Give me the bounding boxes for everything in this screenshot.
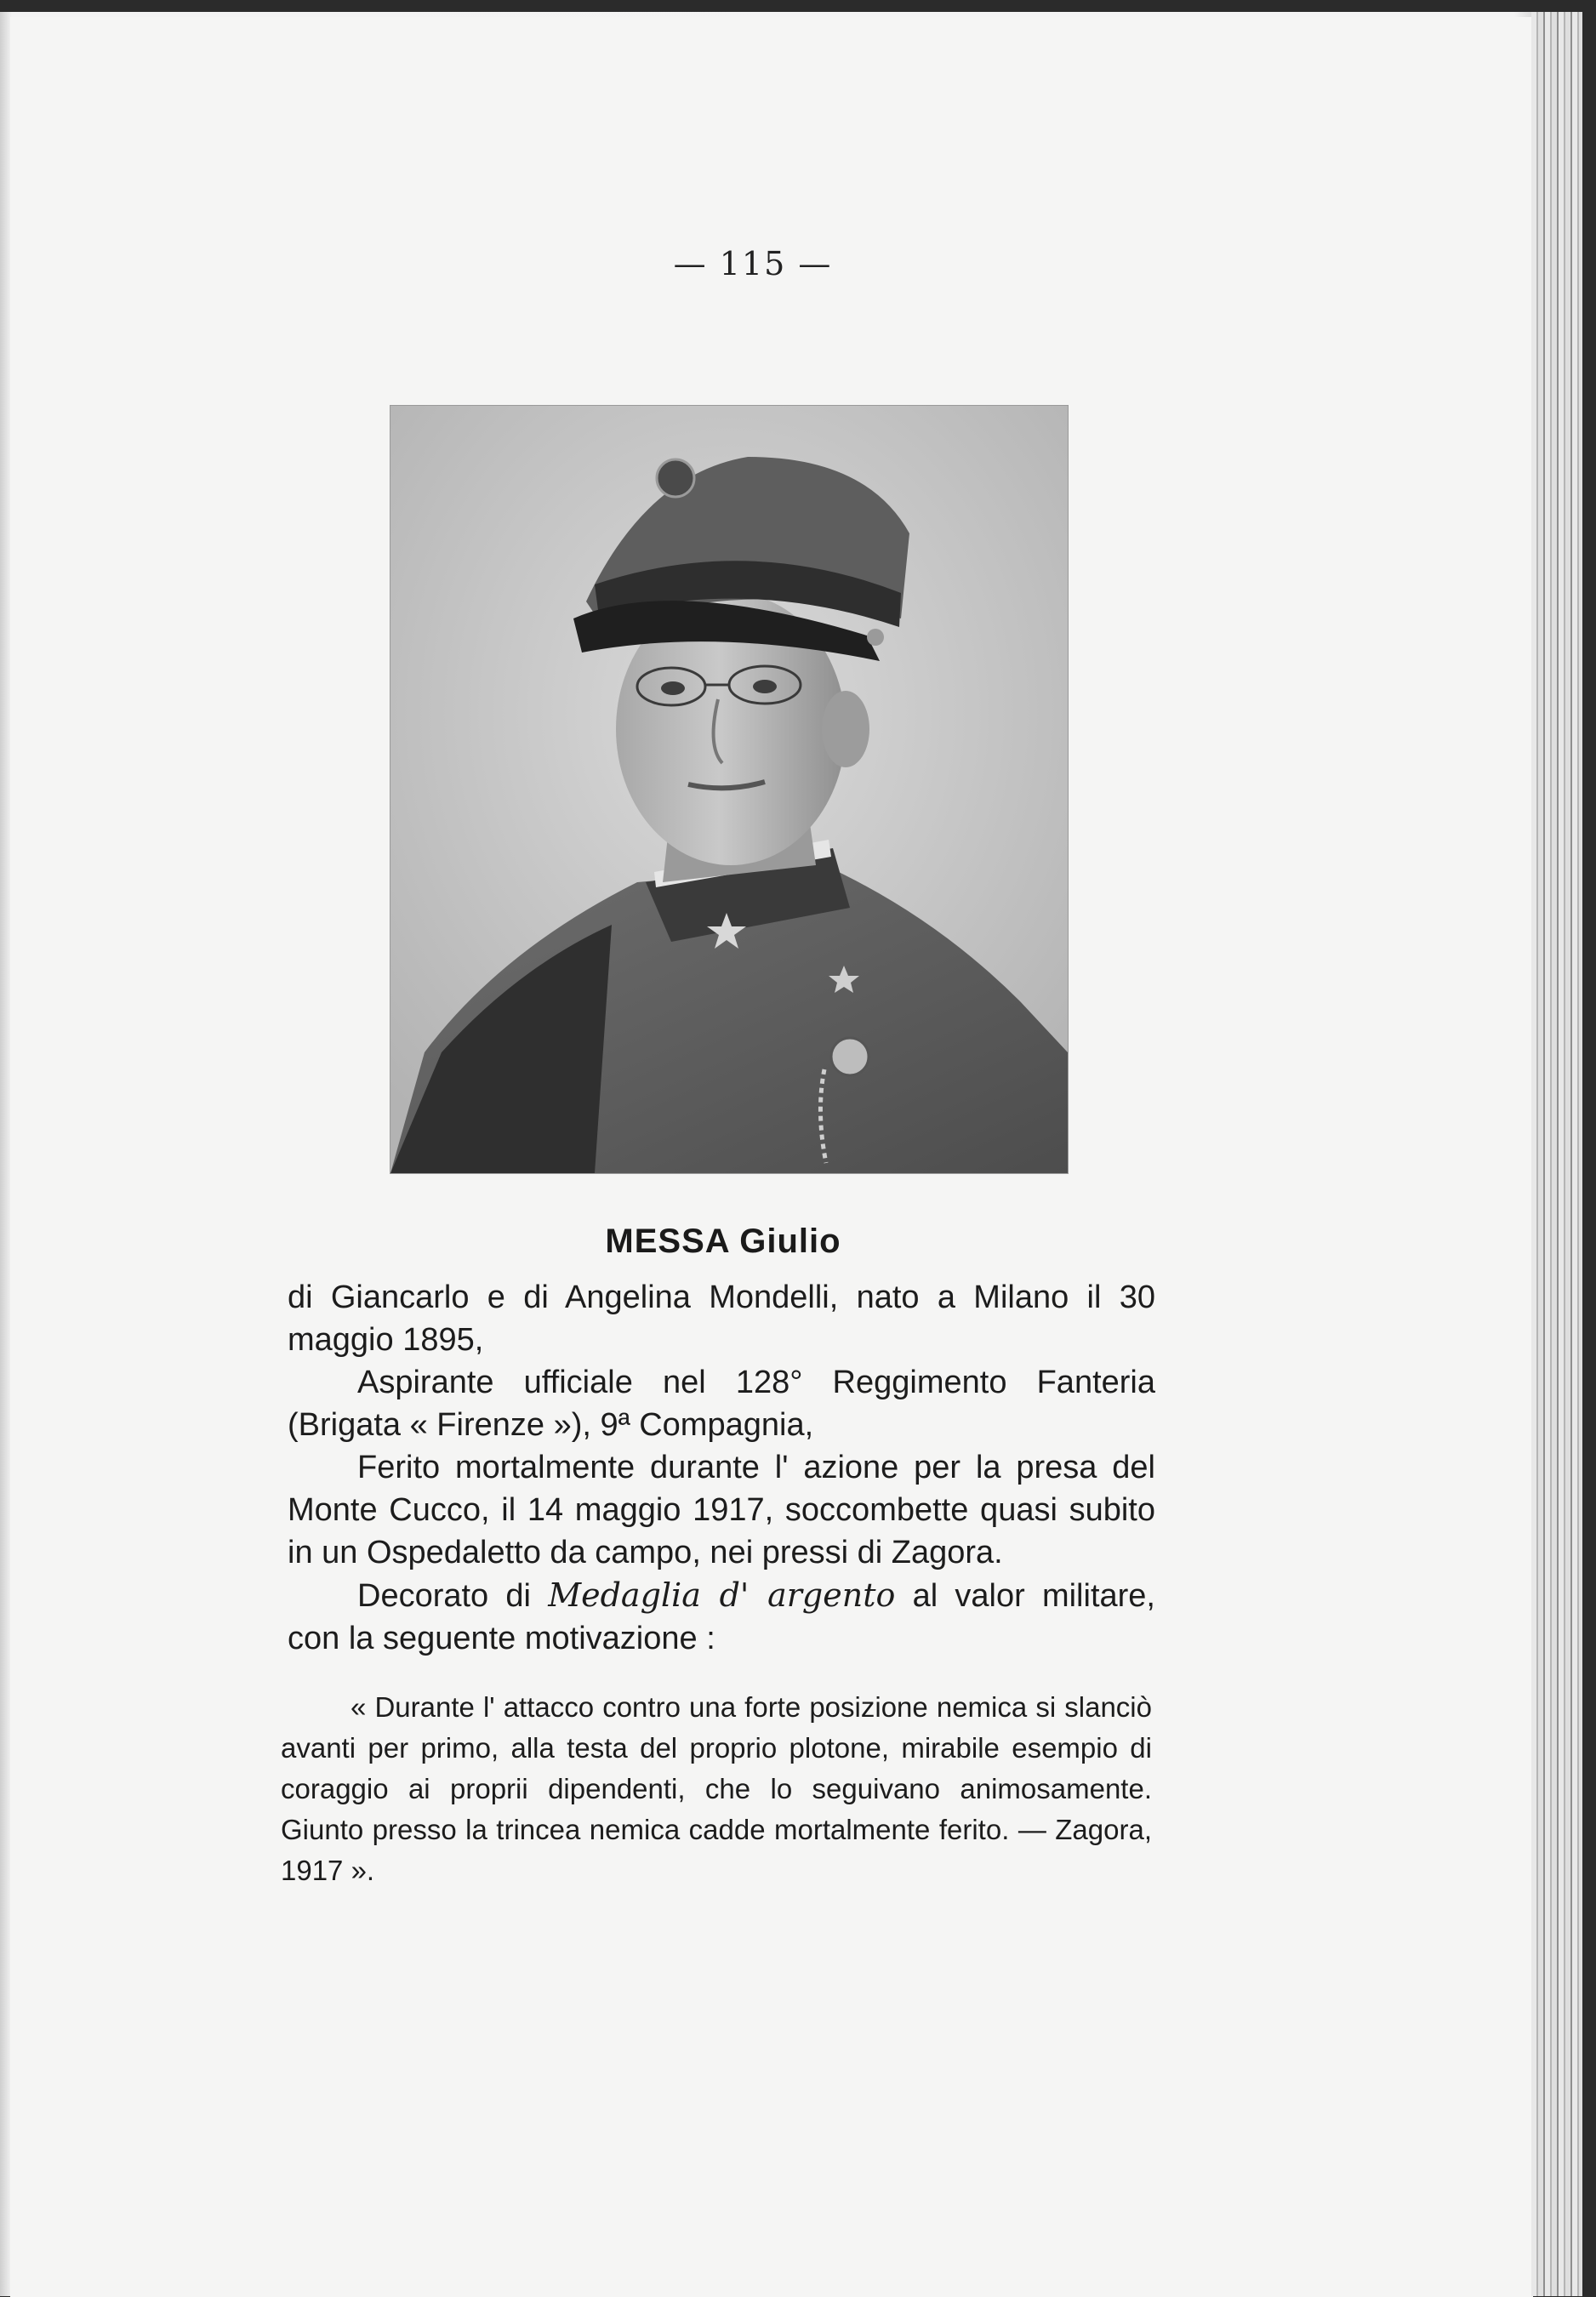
biography-text	[288, 1276, 1155, 1660]
paragraph-birth: di Giancarlo e di Angelina Mondelli, nato a Milano il 30 maggio 1895,	[288, 1280, 1155, 1358]
medal-name: Medaglia d' argento	[548, 1576, 896, 1614]
paragraph-death: Ferito mortalmente durante l' azione per la presa del Monte Cucco, il 14 maggio 1917, soccombette quasi subito in un Ospedaletto da campo, nei pressi di Zagora.	[288, 1450, 1155, 1570]
portrait-illustration	[390, 406, 1068, 1173]
decoration-prefix: Decorato di	[357, 1578, 549, 1614]
citation-text: « Durante l' attacco contro una forte posizione nemica si slanciò avanti per primo, alla testa del proprio plotone, mirabile esempio di coraggio ai proprii dipendenti, che lo seguivano animosamente. Giunto presso la trincea nemica cadde mortalmente ferito. — Zagora, 1917 ».	[281, 1691, 1152, 1886]
decoration-suffix: al valor militare, con la seguente motivazione :	[288, 1578, 1155, 1656]
paragraph-decoration	[288, 1574, 1155, 1660]
person-name: MESSA Giulio	[605, 1223, 841, 1260]
paragraph-rank: Aspirante ufficiale nel 128° Reggimento Fanteria (Brigata « Firenze »), 9ª Compagnia,	[288, 1365, 1155, 1443]
page-number: — 115 —	[673, 245, 833, 282]
page-edges	[1531, 12, 1582, 2296]
portrait-photo	[390, 405, 1069, 1174]
